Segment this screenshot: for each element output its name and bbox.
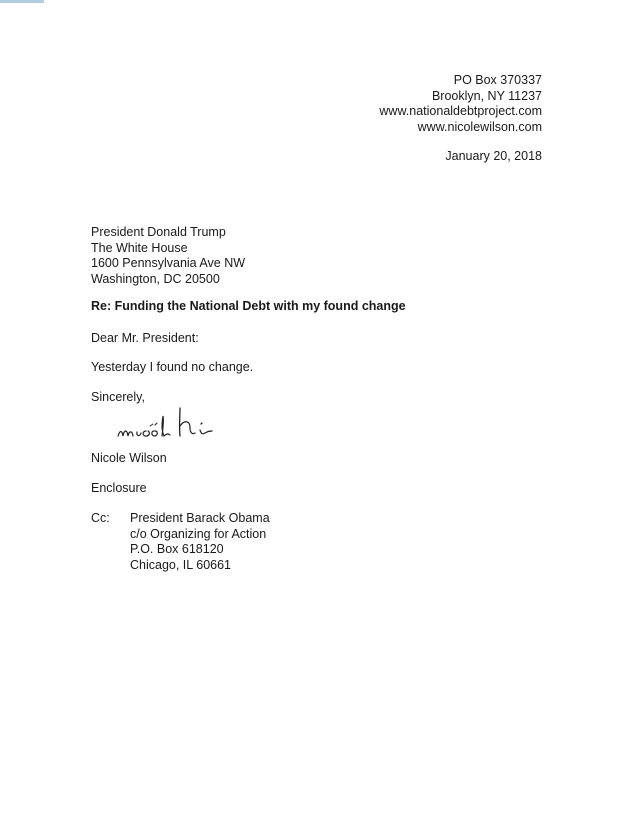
sender-po-box: PO Box 370337 — [453, 73, 542, 87]
sender-address-block — [379, 73, 542, 135]
signer-name: Nicole Wilson — [91, 451, 167, 465]
cc-label: Cc: — [91, 511, 110, 525]
letter-date: January 20, 2018 — [445, 149, 542, 163]
cc-line-4: Chicago, IL 60661 — [130, 557, 232, 572]
handwritten-signature — [110, 400, 250, 448]
sender-website-1: www.nationaldebtproject.com — [379, 104, 542, 118]
cc-line-2: c/o Organizing for Action — [130, 526, 267, 541]
enclosure-note: Enclosure — [91, 481, 147, 495]
recipient-address-block — [91, 225, 245, 287]
recipient-name: President Donald Trump — [91, 225, 226, 239]
closing: Sincerely, — [91, 390, 145, 404]
subject-line: Re: Funding the National Debt with my found change — [91, 299, 406, 313]
salutation: Dear Mr. President: — [91, 331, 199, 345]
scan-edge-mark — [0, 0, 44, 3]
cc-address-block — [130, 511, 270, 573]
sender-website-2: www.nicolewilson.com — [417, 119, 542, 134]
recipient-line-4: Washington, DC 20500 — [91, 271, 220, 286]
cc-name: President Barack Obama — [130, 511, 270, 525]
cc-line-3: P.O. Box 618120 — [130, 542, 224, 556]
recipient-line-2: The White House — [91, 240, 188, 255]
body-paragraph: Yesterday I found no change. — [91, 360, 254, 374]
recipient-line-3: 1600 Pennsylvania Ave NW — [91, 256, 246, 270]
sender-city-state-zip: Brooklyn, NY 11237 — [431, 88, 542, 103]
